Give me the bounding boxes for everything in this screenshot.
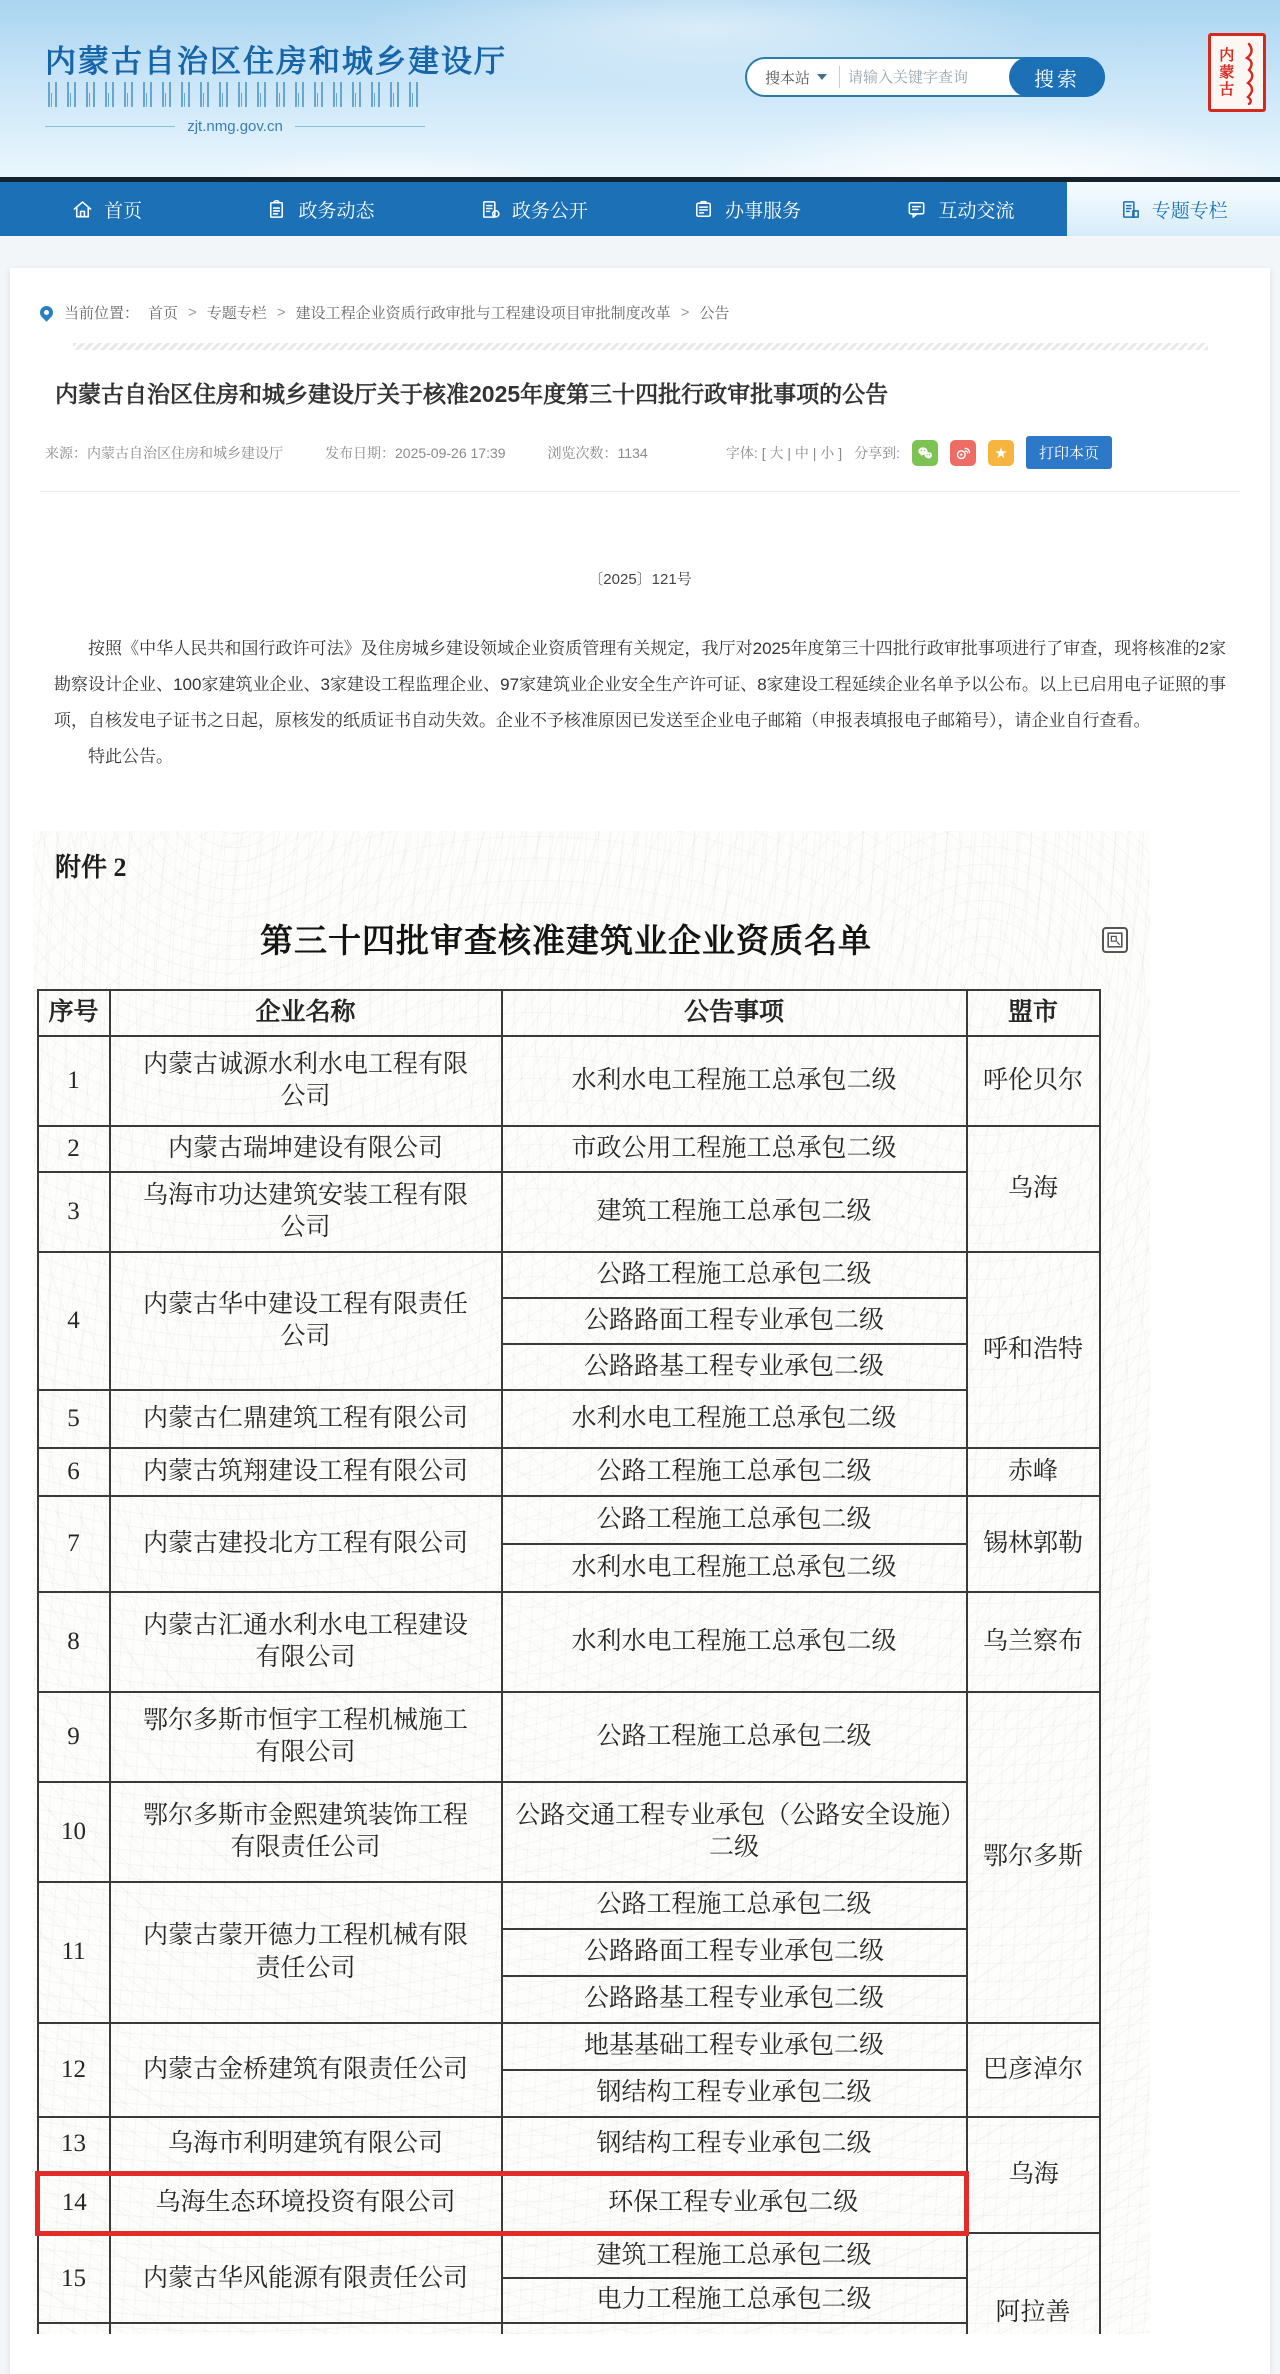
divider-line (295, 126, 425, 127)
table-cell-seq: 13 (38, 2117, 110, 2173)
table-cell-name: 内蒙古瑞坤建设有限公司 (110, 1126, 502, 1172)
table-cell-name: 乌海市功达建筑安装工程有限公司 (110, 1172, 502, 1252)
article-paragraph: 特此公告。 (88, 747, 173, 767)
table-cell-city: 乌兰察布 (967, 1592, 1100, 1692)
table-cell-item: 公路工程施工总承包二级 (502, 1448, 967, 1496)
search-button[interactable]: 搜索 (1009, 57, 1105, 97)
table-cell-seq: 2 (38, 1126, 110, 1172)
table-cell-name: 鄂尔多斯市恒宇工程机械施工有限公司 (110, 1692, 502, 1782)
table-row-highlighted (38, 2173, 1100, 2233)
table-cell-name: 鄂尔多斯市金熙建筑装饰工程有限责任公司 (110, 1782, 502, 1882)
article-views: 浏览次数：1134 (547, 444, 648, 461)
table-cell-item: 公路路面工程专业承包二级 (502, 1929, 967, 1976)
expand-icon[interactable] (1102, 927, 1128, 953)
font-size-control[interactable]: 字体: [ 大 | 中 | 小 ] (725, 444, 843, 461)
table-cell-item: 水利水电工程施工总承包二级 (502, 1544, 967, 1592)
document-number: 〔2025〕121号 (588, 571, 692, 589)
table-cell-item: 公路工程施工总承包二级 (502, 1882, 967, 1929)
weibo-icon (953, 443, 973, 463)
home-icon (71, 198, 94, 221)
table-cell-item: 公路工程施工总承包二级 (502, 1496, 967, 1544)
search-input[interactable] (840, 69, 1009, 86)
breadcrumb-link[interactable]: 专题专栏 (206, 305, 267, 322)
table-column-header: 序号 (38, 990, 110, 1036)
main-nav (0, 177, 1280, 236)
nav-item-label: 首页 (104, 200, 143, 222)
table-cell-name: 内蒙古筑翔建设工程有限公司 (110, 1448, 502, 1496)
table-cell-item: 公路工程施工总承包二级 (502, 1252, 967, 1298)
table-row (38, 1390, 1100, 1448)
table-cell-seq: 5 (38, 1390, 110, 1448)
table-cell-seq: 15 (38, 2233, 110, 2323)
table-cell-name: 内蒙古华中建设工程有限责任公司 (110, 1252, 502, 1390)
breadcrumb-link[interactable]: 首页 (148, 305, 179, 322)
nav-item-label: 政务公开 (511, 200, 588, 222)
seal-calligraphy-icon (1239, 41, 1259, 105)
table-cell-seq: 6 (38, 1448, 110, 1496)
table-cell-name (110, 2323, 502, 2334)
wechat-icon (915, 443, 935, 463)
table-cell-item: 公路路基工程专业承包二级 (502, 1344, 967, 1390)
table-cell-name: 内蒙古蒙开德力工程机械有限责任公司 (110, 1882, 502, 2023)
table-cell-city: 乌海 (967, 1126, 1100, 1252)
table-row (38, 1496, 1100, 1544)
special-icon (1119, 198, 1142, 221)
interact-icon (905, 198, 928, 221)
open-icon (479, 198, 502, 221)
table-cell-item: 水利水电工程施工总承包二级 (502, 1592, 967, 1692)
location-pin-icon (37, 303, 55, 321)
table-cell-seq: 1 (38, 1036, 110, 1126)
breadcrumb-link[interactable]: 建设工程企业资质行政审批与工程建设项目审批制度改革 (295, 305, 671, 322)
share-label: 分享到: (854, 444, 900, 461)
table-cell-name: 内蒙古诚源水利水电工程有限公司 (110, 1036, 502, 1126)
table-row (38, 1692, 1100, 1782)
table-cell-city: 赤峰 (967, 1448, 1100, 1496)
breadcrumb-label: 当前位置： (64, 305, 140, 322)
table-row (38, 1782, 1100, 1882)
table-column-header: 公告事项 (502, 990, 967, 1036)
table-cell-city: 巴彦淖尔 (967, 2023, 1100, 2117)
table-row (38, 1448, 1100, 1496)
meta-actions (726, 436, 1112, 469)
table-cell-item (502, 2323, 967, 2334)
breadcrumb-separator: > (680, 304, 690, 321)
nav-item-interact[interactable] (853, 182, 1066, 236)
table-row (38, 2323, 1100, 2334)
table-row (38, 2233, 1100, 2278)
attachment-scan-image (33, 831, 1150, 2334)
table-row (38, 1036, 1100, 1126)
breadcrumb-items (148, 302, 729, 323)
table-cell-item: 公路路面工程专业承包二级 (502, 1298, 967, 1344)
share-weibo-button[interactable] (950, 440, 976, 466)
site-title: 内蒙古自治区住房和城乡建设厅 (45, 44, 507, 79)
nav-item-special[interactable] (1067, 182, 1280, 236)
chevron-down-icon (817, 74, 827, 80)
content-card (10, 268, 1270, 2374)
service-icon (692, 198, 715, 221)
table-row (38, 1592, 1100, 1692)
table-row (38, 1172, 1100, 1252)
mongolian-script (48, 82, 420, 107)
table-row (38, 2023, 1100, 2070)
table-cell-item: 水利水电工程施工总承包二级 (502, 1036, 967, 1126)
article-source: 来源：内蒙古自治区住房和城乡建设厅 (45, 444, 283, 461)
approval-table (35, 989, 1101, 2334)
table-cell-seq (38, 2323, 110, 2334)
table-cell-seq: 12 (38, 2023, 110, 2117)
table-cell-item: 地基基础工程专业承包二级 (502, 2023, 967, 2070)
table-row (38, 1126, 1100, 1172)
article-paragraph: 按照《中华人民共和国行政许可法》及住房城乡建设领域企业资质管理有关规定，我厅对2025年度第三十四批行政审批事项进行了审查，现将核准的2家勘察设计企业、100家建筑业企业、3家建设工程监理企业、97家建筑业企业安全生产许可证、8家建设工程延续企业名单予以公布。以上已启用电子证照的事项，自核发电子证书之日起，原核发的纸质证书自动失效。企业不予核准原因已发送至企业电子邮箱（申报表填报电子邮箱号），请企业自行查看。 (54, 639, 1226, 731)
table-cell-name: 内蒙古华风能源有限责任公司 (110, 2233, 502, 2323)
table-cell-name: 内蒙古汇通水利水电工程建设有限公司 (110, 1592, 502, 1692)
table-cell-name: 乌海生态环境投资有限公司 (110, 2173, 502, 2233)
breadcrumb-separator: > (188, 304, 197, 321)
news-icon (265, 198, 288, 221)
inner-mongolia-seal-logo (1208, 33, 1266, 112)
table-cell-city: 鄂尔多斯 (967, 1692, 1100, 2023)
table-cell-name: 乌海市利明建筑有限公司 (110, 2117, 502, 2173)
article-date: 发布日期：2025-09-26 17:39 (325, 444, 506, 461)
table-cell-seq: 9 (38, 1692, 110, 1782)
table-cell-item: 水利水电工程施工总承包二级 (502, 1390, 967, 1448)
table-cell-name: 内蒙古建投北方工程有限公司 (110, 1496, 502, 1592)
table-cell-city: 阿拉善 (967, 2233, 1100, 2334)
table-cell-item: 电力工程施工总承包二级 (502, 2278, 967, 2323)
table-cell-seq: 8 (38, 1592, 110, 1692)
table-row (38, 1882, 1100, 1929)
share-favorite-button[interactable] (988, 440, 1014, 466)
nav-item-label: 互动交流 (938, 200, 1015, 222)
attachment-label: 附件 2 (55, 853, 127, 883)
search-bar (745, 57, 1105, 97)
breadcrumb-link[interactable]: 公告 (699, 305, 730, 322)
table-column-header: 企业名称 (110, 990, 502, 1036)
table-cell-name: 内蒙古金桥建筑有限责任公司 (110, 2023, 502, 2117)
table-cell-seq: 3 (38, 1172, 110, 1252)
table-cell-city: 锡林郭勒 (967, 1496, 1100, 1592)
search-scope-select[interactable] (747, 67, 839, 88)
breadcrumb (10, 268, 1270, 323)
nav-item-services[interactable] (640, 182, 853, 236)
table-cell-seq: 10 (38, 1782, 110, 1882)
table-cell-item: 公路路基工程专业承包二级 (502, 1976, 967, 2023)
search-scope-label: 搜本站 (765, 69, 811, 87)
divider-line (45, 126, 175, 127)
site-url: zjt.nmg.gov.cn (187, 118, 283, 135)
table-cell-item: 建筑工程施工总承包二级 (502, 1172, 967, 1252)
table-cell-item: 钢结构工程专业承包二级 (502, 2117, 967, 2173)
table-cell-seq: 4 (38, 1252, 110, 1390)
table-row (38, 2117, 1100, 2173)
table-cell-item: 公路交通工程专业承包（公路安全设施）二级 (502, 1782, 967, 1882)
seal-text: 内蒙古 (1217, 47, 1234, 98)
table-cell-item: 公路工程施工总承包二级 (502, 1692, 967, 1782)
table-cell-city: 呼和浩特 (967, 1252, 1100, 1448)
nav-item-label: 办事服务 (725, 200, 802, 222)
site-url-row (45, 118, 425, 135)
page-title: 内蒙古自治区住房和城乡建设厅关于核准2025年度第三十四批行政审批事项的公告 (55, 381, 889, 407)
table-cell-seq: 14 (38, 2173, 110, 2233)
table-cell-item: 市政公用工程施工总承包二级 (502, 1126, 967, 1172)
table-cell-city: 呼伦贝尔 (967, 1036, 1100, 1126)
share-wechat-button[interactable] (912, 440, 938, 466)
table-cell-item: 钢结构工程专业承包二级 (502, 2070, 967, 2117)
nav-item-label: 政务动态 (298, 200, 375, 222)
star-icon: ★ (994, 444, 1008, 462)
nav-item-home[interactable] (0, 182, 213, 236)
print-page-button[interactable]: 打印本页 (1026, 436, 1112, 469)
nav-item-gov-open[interactable] (427, 182, 640, 236)
approval-table-head (38, 990, 1100, 1036)
table-cell-seq: 7 (38, 1496, 110, 1592)
expand-glyph-icon (1107, 932, 1123, 948)
nav-item-label: 专题专栏 (1151, 200, 1228, 222)
breadcrumb-separator: > (276, 304, 286, 321)
table-cell-seq: 11 (38, 1882, 110, 2023)
table-cell-item: 建筑工程施工总承包二级 (502, 2233, 967, 2278)
site-header (0, 0, 1280, 177)
table-column-header: 盟市 (967, 990, 1100, 1036)
table-cell-name: 内蒙古仁鼎建筑工程有限公司 (110, 1390, 502, 1448)
meta-divider (40, 491, 1240, 492)
attachment-table-title: 第三十四批审查核准建筑业企业资质名单 (260, 924, 872, 961)
hatched-divider (73, 343, 1208, 350)
article-body (54, 631, 1226, 775)
approval-table-body (38, 1036, 1100, 2334)
nav-item-gov-news[interactable] (213, 182, 426, 236)
article-meta (10, 436, 1270, 469)
table-row (38, 1252, 1100, 1298)
table-cell-item: 环保工程专业承包二级 (502, 2173, 967, 2233)
table-cell-city: 乌海 (967, 2117, 1100, 2233)
